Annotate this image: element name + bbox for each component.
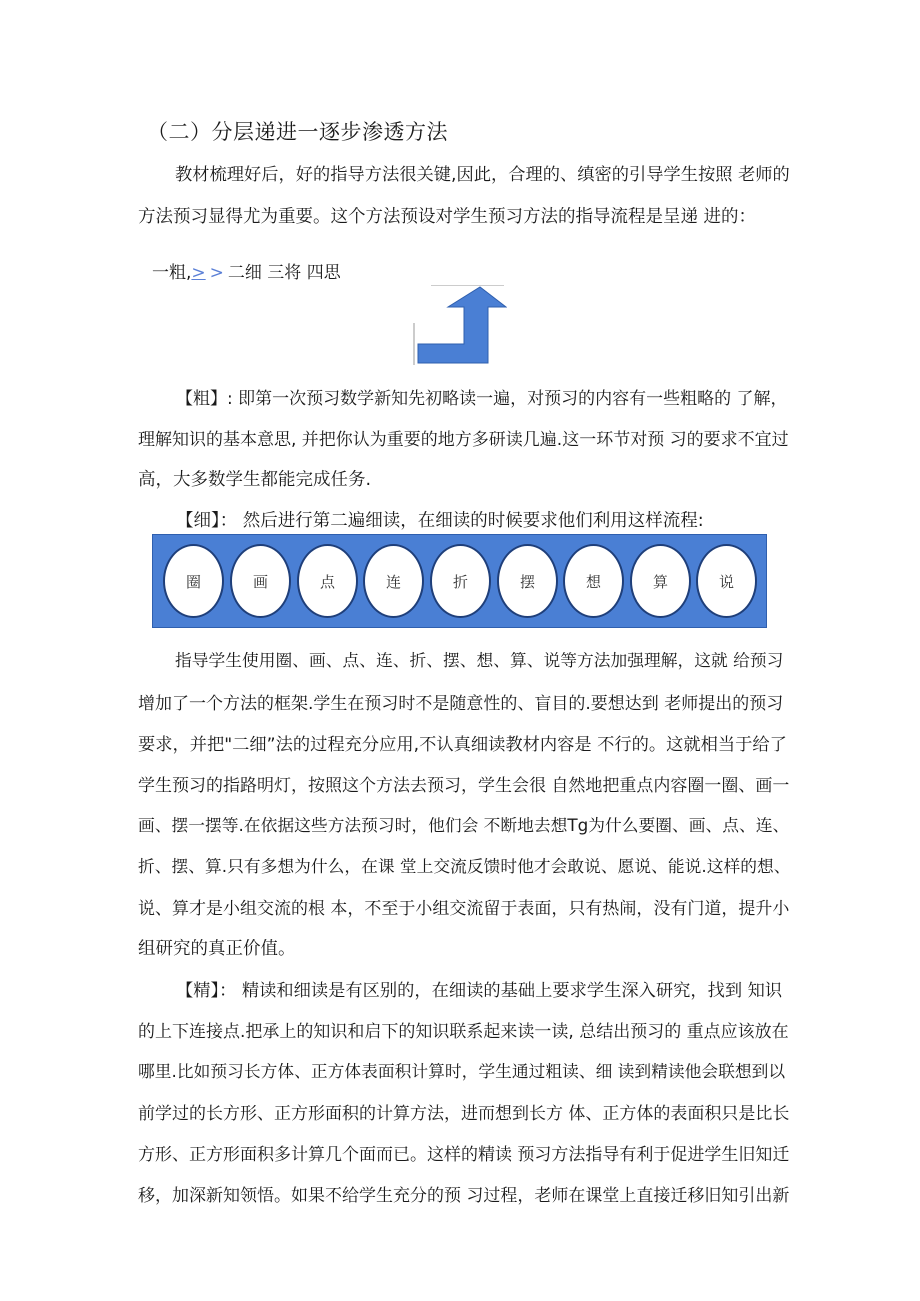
jing-line-2: 的上下连接点.把承上的知识和启下的知识联系起来读一读, 总结出预习的 重点应该放在 xyxy=(138,1022,789,1042)
step-rest: 二细 三将 四思 xyxy=(227,263,341,283)
body-line-6: 折、摆、算.只有多想为什么，在课 堂上交流反馈时他才会敢说、愿说、能说.这样的想、 xyxy=(138,856,791,876)
body-line-2: 增加了一个方法的框架.学生在预习时不是随意性的、盲目的.要想达到 老师提出的预习 xyxy=(138,694,784,714)
intro-line-1: 教材梳理好后，好的指导方法很关键,因此，合理的、缜密的引导学生按照 老师的 xyxy=(175,165,790,185)
jing-line-6: 移，加深新知领悟。如果不给学生充分的预 习过程，老师在课堂上直接迁移旧知引出新 xyxy=(138,1186,790,1206)
body-line-3: 要求，并把"二细”法的过程充分应用,不认真细读教材内容是 不行的。这就相当于给了 xyxy=(138,735,787,755)
body-line-7: 说、算才是小组交流的根 本，不至于小组交流留于表面，只有热闹，没有门道，提升小 xyxy=(138,899,790,919)
flow-item-suan: 算 xyxy=(630,544,691,618)
cu-line-3: 高，大多数学生都能完成任务. xyxy=(138,470,372,490)
flow-item-shuo: 说 xyxy=(696,544,757,618)
jing-line-5: 方形、正方形面积多计算几个面而已。这样的精读 预习方法指导有利于促进学生旧知迁 xyxy=(138,1145,790,1165)
body-line-4: 学生预习的指路明灯，按照这个方法去预习，学生会很 自然地把重点内容圈一圈、画一 xyxy=(138,776,790,796)
intro-line-2: 方法预习显得尤为重要。这个方法预设对学生预习方法的指导流程是呈递 进的： xyxy=(138,207,757,227)
flow-item-bai: 摆 xyxy=(497,544,558,618)
body-line-1: 指导学生使用圈、画、点、连、折、摆、想、算、说等方法加强理解，这就 给预习 xyxy=(175,650,784,670)
flow-item-dian: 点 xyxy=(297,544,358,618)
steps-line xyxy=(152,258,341,283)
cu-line-1: 【粗】: 即第一次预习数学新知先初略读一遍，对预习的内容有一些粗略的 了解， xyxy=(176,389,788,409)
flow-item-xiang: 想 xyxy=(563,544,624,618)
step-first: 一粗, xyxy=(152,263,192,283)
jing-line-1: 【精】： 精读和细读是有区别的，在细读的基础上要求学生深入研究，找到 知识 xyxy=(176,981,783,1001)
flow-item-zhe: 折 xyxy=(430,544,491,618)
flow-item-quan: 圈 xyxy=(163,544,224,618)
step-link[interactable]: > xyxy=(191,263,206,283)
cu-line-2: 理解知识的基本意思, 并把你认为重要的地方多研读几遍.这一环节对预 习的要求不宜过 xyxy=(138,430,789,450)
section-heading: （二）分层递进一逐步渗透方法 xyxy=(147,120,448,144)
flow-item-hua: 画 xyxy=(230,544,291,618)
jing-line-4: 前学过的长方形、正方形面积的计算方法，进而想到长方 体、正方体的表面积只是比长 xyxy=(138,1104,790,1124)
xi-line: 【细】： 然后进行第二遍细读，在细读的时候要求他们利用这样流程: xyxy=(176,511,704,531)
flow-diagram xyxy=(152,534,767,628)
up-turn-arrow-icon xyxy=(412,285,507,367)
body-line-8: 组研究的真正价值。 xyxy=(138,939,296,959)
flow-item-lian: 连 xyxy=(363,544,424,618)
step-separator: > xyxy=(209,263,224,283)
jing-line-3: 哪里.比如预习长方体、正方体表面积计算时，学生通过粗读、细 读到精读他会联想到以 xyxy=(138,1061,786,1081)
body-line-5: 画、摆一摆等.在依据这些方法预习时，他们会 不断地去想Tg为什么要圈、画、点、连、 xyxy=(138,815,790,835)
